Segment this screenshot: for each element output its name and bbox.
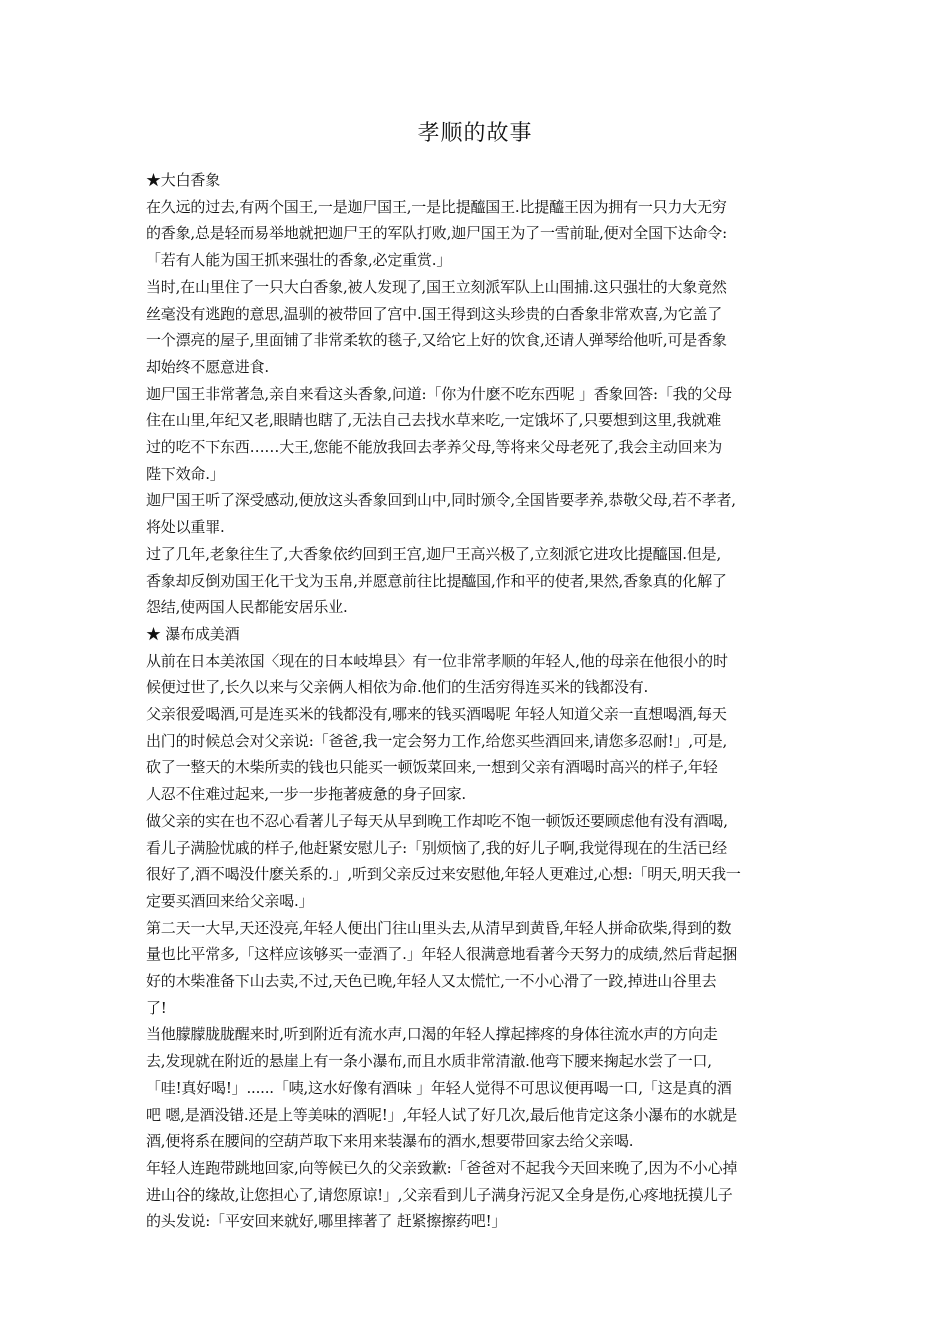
text-line: 量也比平常多,「这样应该够买一壶酒了.」年轻人很满意地看著今天努力的成绩,然后背起捆 [146,945,737,964]
text-line: 过了几年,老象往生了,大香象依约回到王宫,迦尸王高兴极了,立刻派它进攻比提醯国.但是, [146,544,722,563]
text-line: 的香象,总是轻而易举地就把迦尸王的军队打败,迦尸国王为了一雪前耻,便对全国下达命令: [146,224,727,243]
text-line: 迦尸国王听了深受感动,便放这头香象回到山中,同时颁令,全国皆要孝养,恭敬父母,若不孝者, [146,491,736,510]
text-line: 做父亲的实在也不忍心看著儿子每天从早到晚工作却吃不饱一顿饭还要顾虑他有没有酒喝, [146,811,728,830]
text-line: 一个漂亮的屋子,里面铺了非常柔软的毯子,又给它上好的饮食,还请人弹琴给他听,可是香象 [146,331,727,350]
text-line: 了! [146,998,167,1017]
text-line: 进山谷的缘故,让您担心了,请您原谅!」,父亲看到儿子满身污泥又全身是伤,心疼地抚摸儿子 [146,1185,733,1204]
text-line: 酒,便将系在腰间的空葫芦取下来用来装瀑布的酒水,想要带回家去给父亲喝. [146,1132,634,1151]
text-line: 砍了一整天的木柴所卖的钱也只能买一顿饭菜回来,一想到父亲有酒喝时高兴的样子,年轻 [146,758,718,777]
text-line: 丝毫没有逃跑的意思,温驯的被带回了宫中.国王得到这头珍贵的白香象非常欢喜,为它盖了 [146,304,723,323]
text-line: 当时,在山里住了一只大白香象,被人发现了,国王立刻派军队上山围捕.这只强壮的大象竟然 [146,277,727,296]
text-line: 将处以重罪. [146,518,225,537]
document-title: 孝顺的故事 [417,121,533,146]
text-line: 候便过世了,长久以来与父亲俩人相依为命.他们的生活穷得连买米的钱都没有. [146,678,649,697]
text-line: 过的吃不下东西……大王,您能不能放我回去孝养父母,等将来父母老死了,我会主动回来为 [146,438,723,456]
text-line: 从前在日本美浓国〈现在的日本岐埠县〉有一位非常孝顺的年轻人,他的母亲在他很小的时 [146,651,728,670]
text-line: 在久远的过去,有两个国王,一是迦尸国王,一是比提醯国王.比提醯王因为拥有一只力大无穷 [146,197,727,216]
text-line: 定要买酒回来给父亲喝.」 [146,891,314,910]
text-line: ★ 瀑布成美酒 [146,624,240,643]
text-line: ★大白香象 [146,171,221,189]
text-line: 陛下效命.」 [146,464,225,483]
text-line: 很好了,酒不喝没什麽关系的.」,听到父亲反过来安慰他,年轻人更难过,心想:「明天,明天我一 [146,865,741,884]
text-line: 的头发说:「平安回来就好,哪里摔著了 赶紧擦擦药吧!」 [146,1212,507,1231]
text-line: 怨结,使两国人民都能安居乐业. [146,598,348,617]
text-line: 香象却反倒劝国王化干戈为玉帛,并愿意前往比提醯国,作和平的使者,果然,香象真的化解了 [146,571,727,590]
text-line: 迦尸国王非常著急,亲自来看这头香象,问道:「你为什麽不吃东西呢 」香象回答:「我的父母 [146,384,732,403]
text-line: 吧 嗯,是酒没错.还是上等美味的酒呢!」,年轻人试了好几次,最后他肯定这条小瀑布的水就是 [146,1105,738,1124]
text-line: 当他朦朦胧胧醒来时,听到附近有流水声,口渴的年轻人撑起摔疼的身体往流水声的方向走 [146,1025,718,1044]
text-line: 住在山里,年纪又老,眼睛也瞎了,无法自己去找水草来吃,一定饿坏了,只要想到这里,我就难 [146,411,722,430]
text-line: 第二天一大早,天还没亮,年轻人便出门往山里头去,从清早到黄昏,年轻人拼命砍柴,得到的数 [146,918,732,937]
text-line: 出门的时候总会对父亲说:「爸爸,我一定会努力工作,给您买些酒回来,请您多忍耐!」,可是, [146,731,728,750]
text-line: 看儿子满脸忧戚的样子,他赶紧安慰儿子:「别烦恼了,我的好儿子啊,我觉得现在的生活已经 [146,838,727,857]
text-line: 「哇!真好喝!」......「咦,这水好像有酒味 」年轻人觉得不可思议便再喝一口,「这是真的酒 [146,1078,732,1097]
text-line: 「若有人能为国王抓来强壮的香象,必定重赏.」 [146,251,452,270]
text-line: 却始终不愿意进食. [146,357,269,376]
text-line: 去,发现就在附近的悬崖上有一条小瀑布,而且水质非常清澈.他弯下腰来掬起水尝了一口, [146,1052,712,1071]
text-line: 好的木柴准备下山去卖,不过,天色已晚,年轻人又太慌忙,一不小心滑了一跤,掉进山谷里去 [146,972,717,990]
text-line: 年轻人连跑带跳地回家,向等候已久的父亲致歉:「爸爸对不起我今天回来晚了,因为不小心掉 [146,1158,738,1177]
text-line: 父亲很爱喝酒,可是连买米的钱都没有,哪来的钱买酒喝呢 年轻人知道父亲一直想喝酒,每天 [146,705,727,723]
text-line: 人忍不住难过起来,一步一步拖著疲惫的身子回家. [146,785,466,804]
